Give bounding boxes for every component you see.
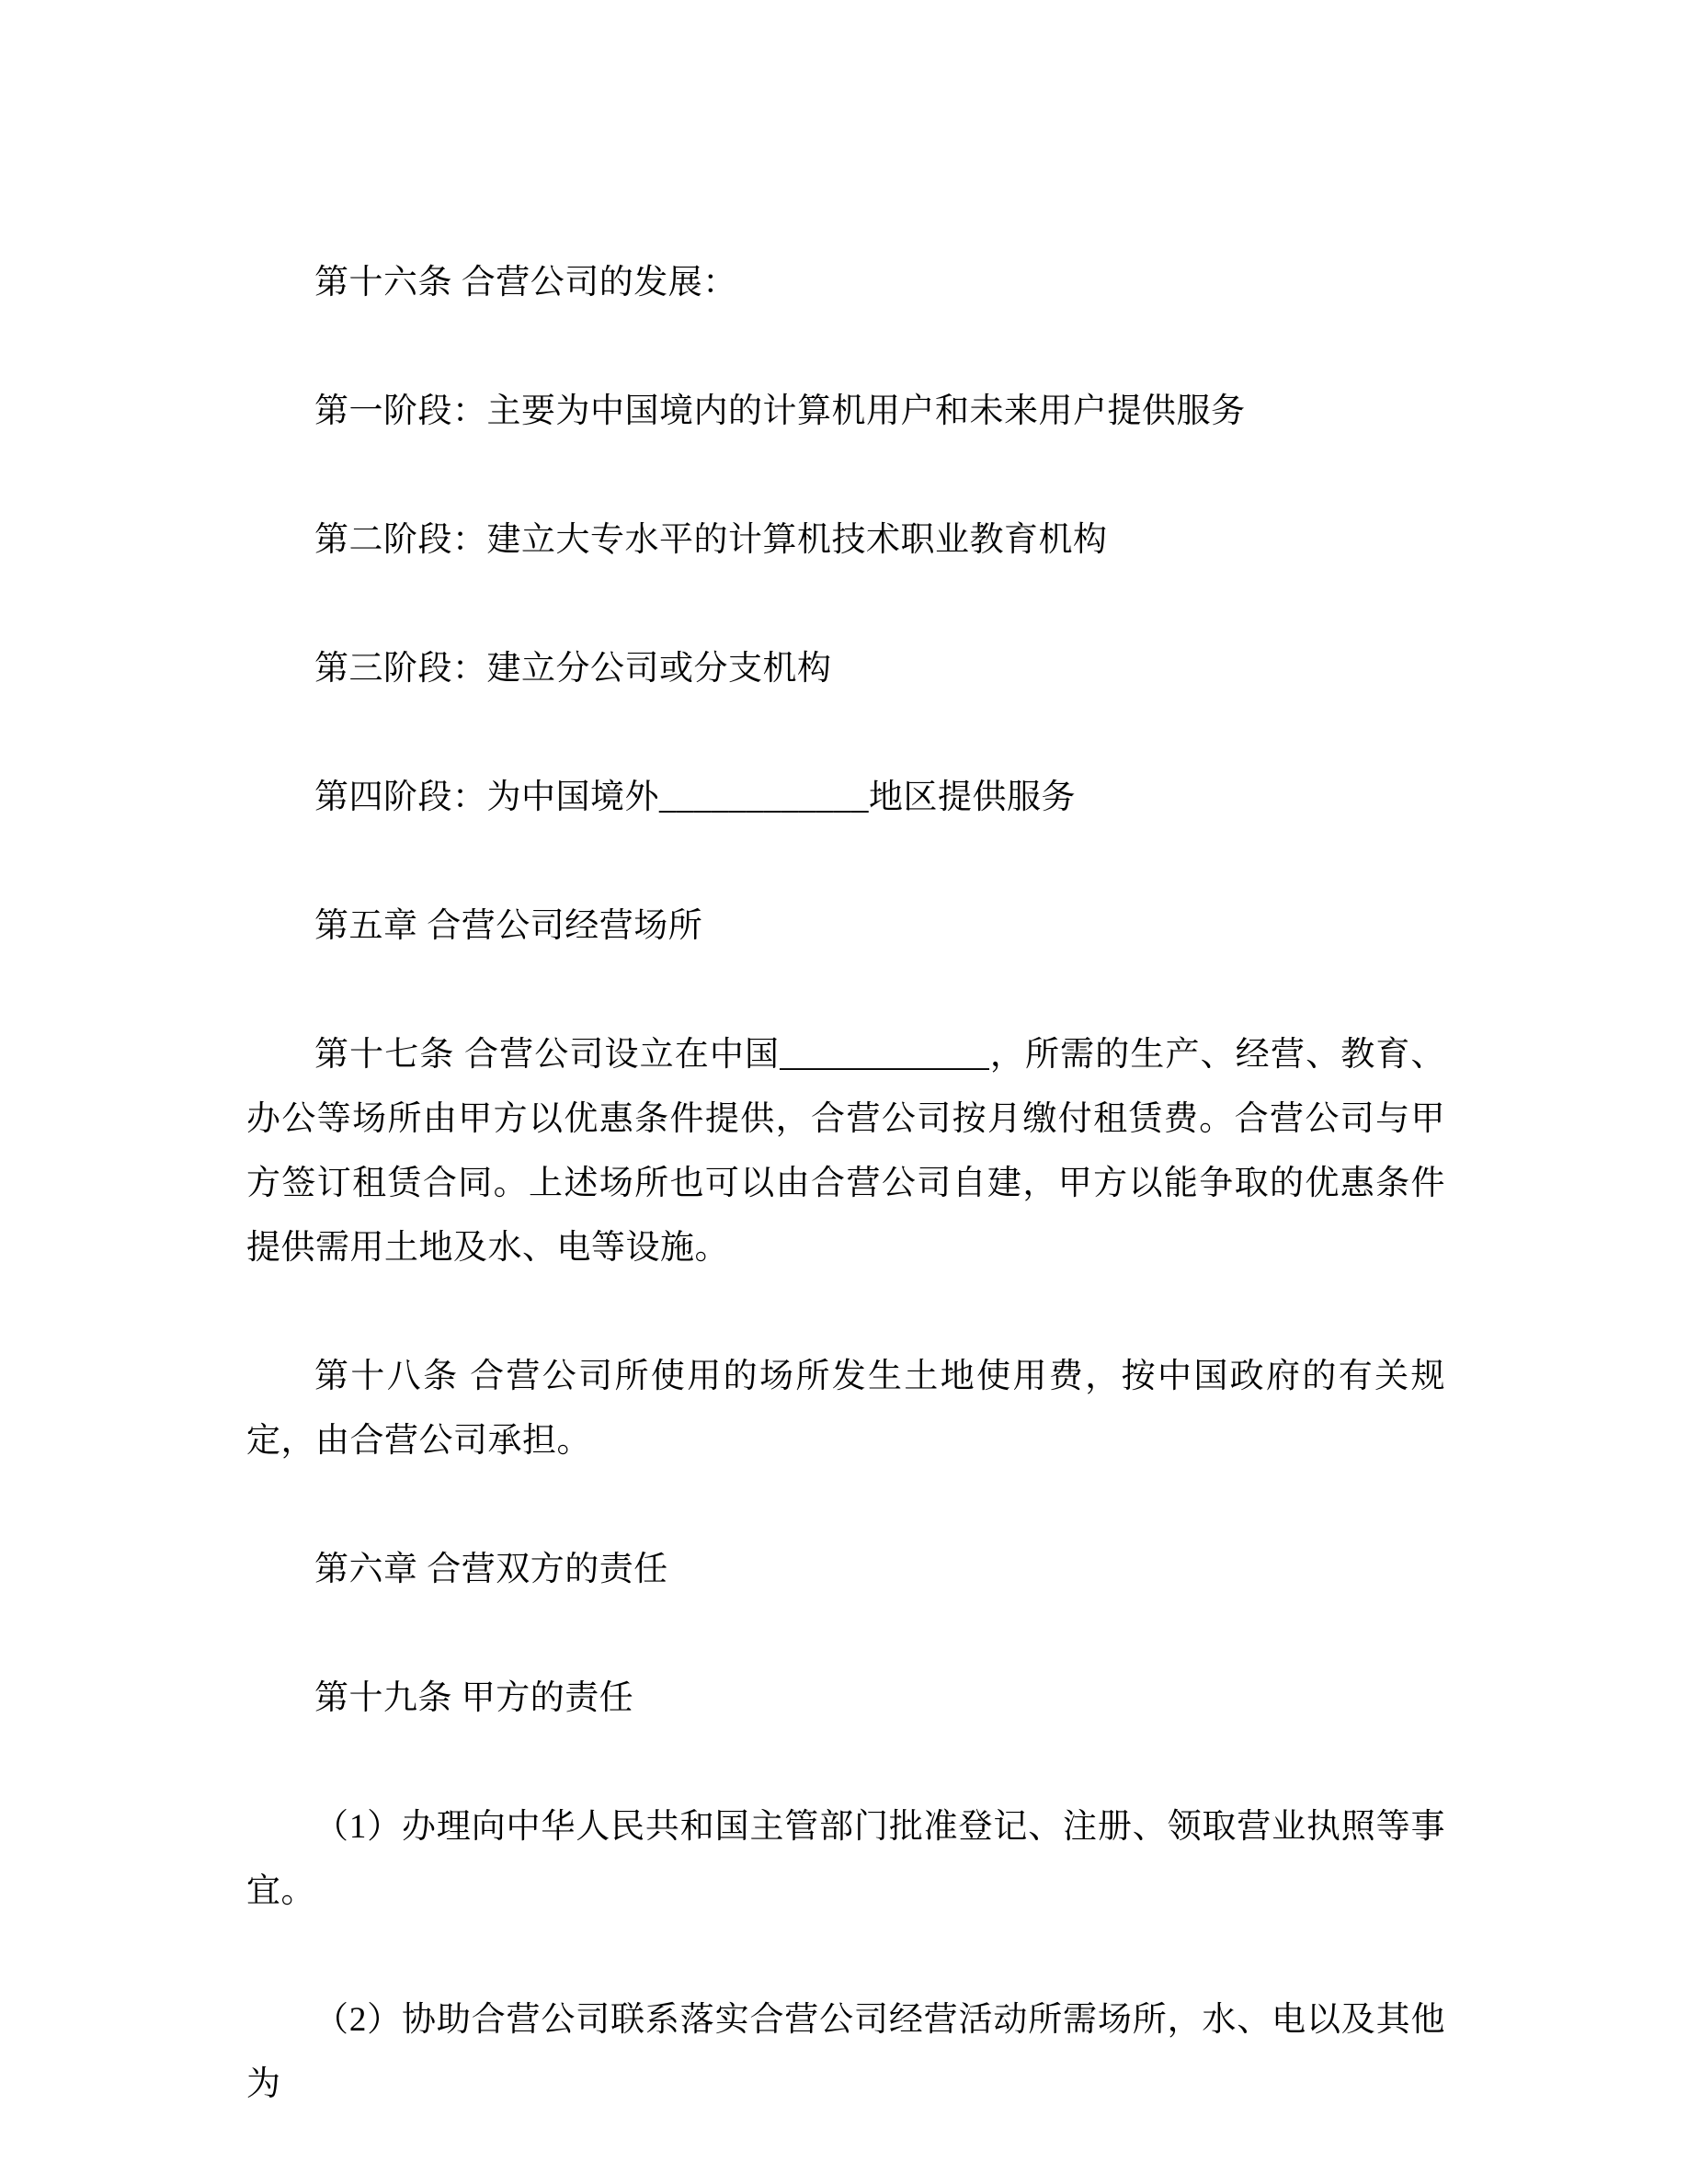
article-19-heading: 第十九条 甲方的责任 [314,1679,634,1717]
stage-1-paragraph: 第一阶段：主要为中国境内的计算机用户和未来用户提供服务 [314,392,1246,430]
article-16-heading: 第十六条 合营公司的发展： [314,264,737,301]
party-a-duty-2-paragraph: （2）协助合营公司联系落实合营公司经营活动所需场所，水、电以及其他为 [246,2001,1445,2103]
stage-3-paragraph: 第三阶段：建立分公司或分支机构 [314,650,832,688]
document-content [246,251,1445,2181]
chapter-6-heading: 第六章 合营双方的责任 [314,1551,668,1588]
article-18-paragraph: 第十八条 合营公司所使用的场所发生土地使用费，按中国政府的有关规定，由合营公司承担。 [246,1358,1445,1460]
stage-4-paragraph: 第四阶段：为中国境外____________地区提供服务 [314,779,1076,816]
article-17-paragraph: 第十七条 合营公司设立在中国____________，所需的生产、经营、教育、办公等场所由甲方以优惠条件提供，合营公司按月缴付租赁费。合营公司与甲方签订租赁合同。上述场所也可以由合营公司自建，甲方以能争取的优惠条件提供需用土地及水、电等设施。 [246,1036,1445,1267]
party-a-duty-1-paragraph: （1）办理向中华人民共和国主管部门批准登记、注册、领取营业执照等事宜。 [246,1808,1445,1910]
chapter-5-heading: 第五章 合营公司经营场所 [314,907,703,945]
stage-2-paragraph: 第二阶段：建立大专水平的计算机技术职业教育机构 [314,521,1108,559]
